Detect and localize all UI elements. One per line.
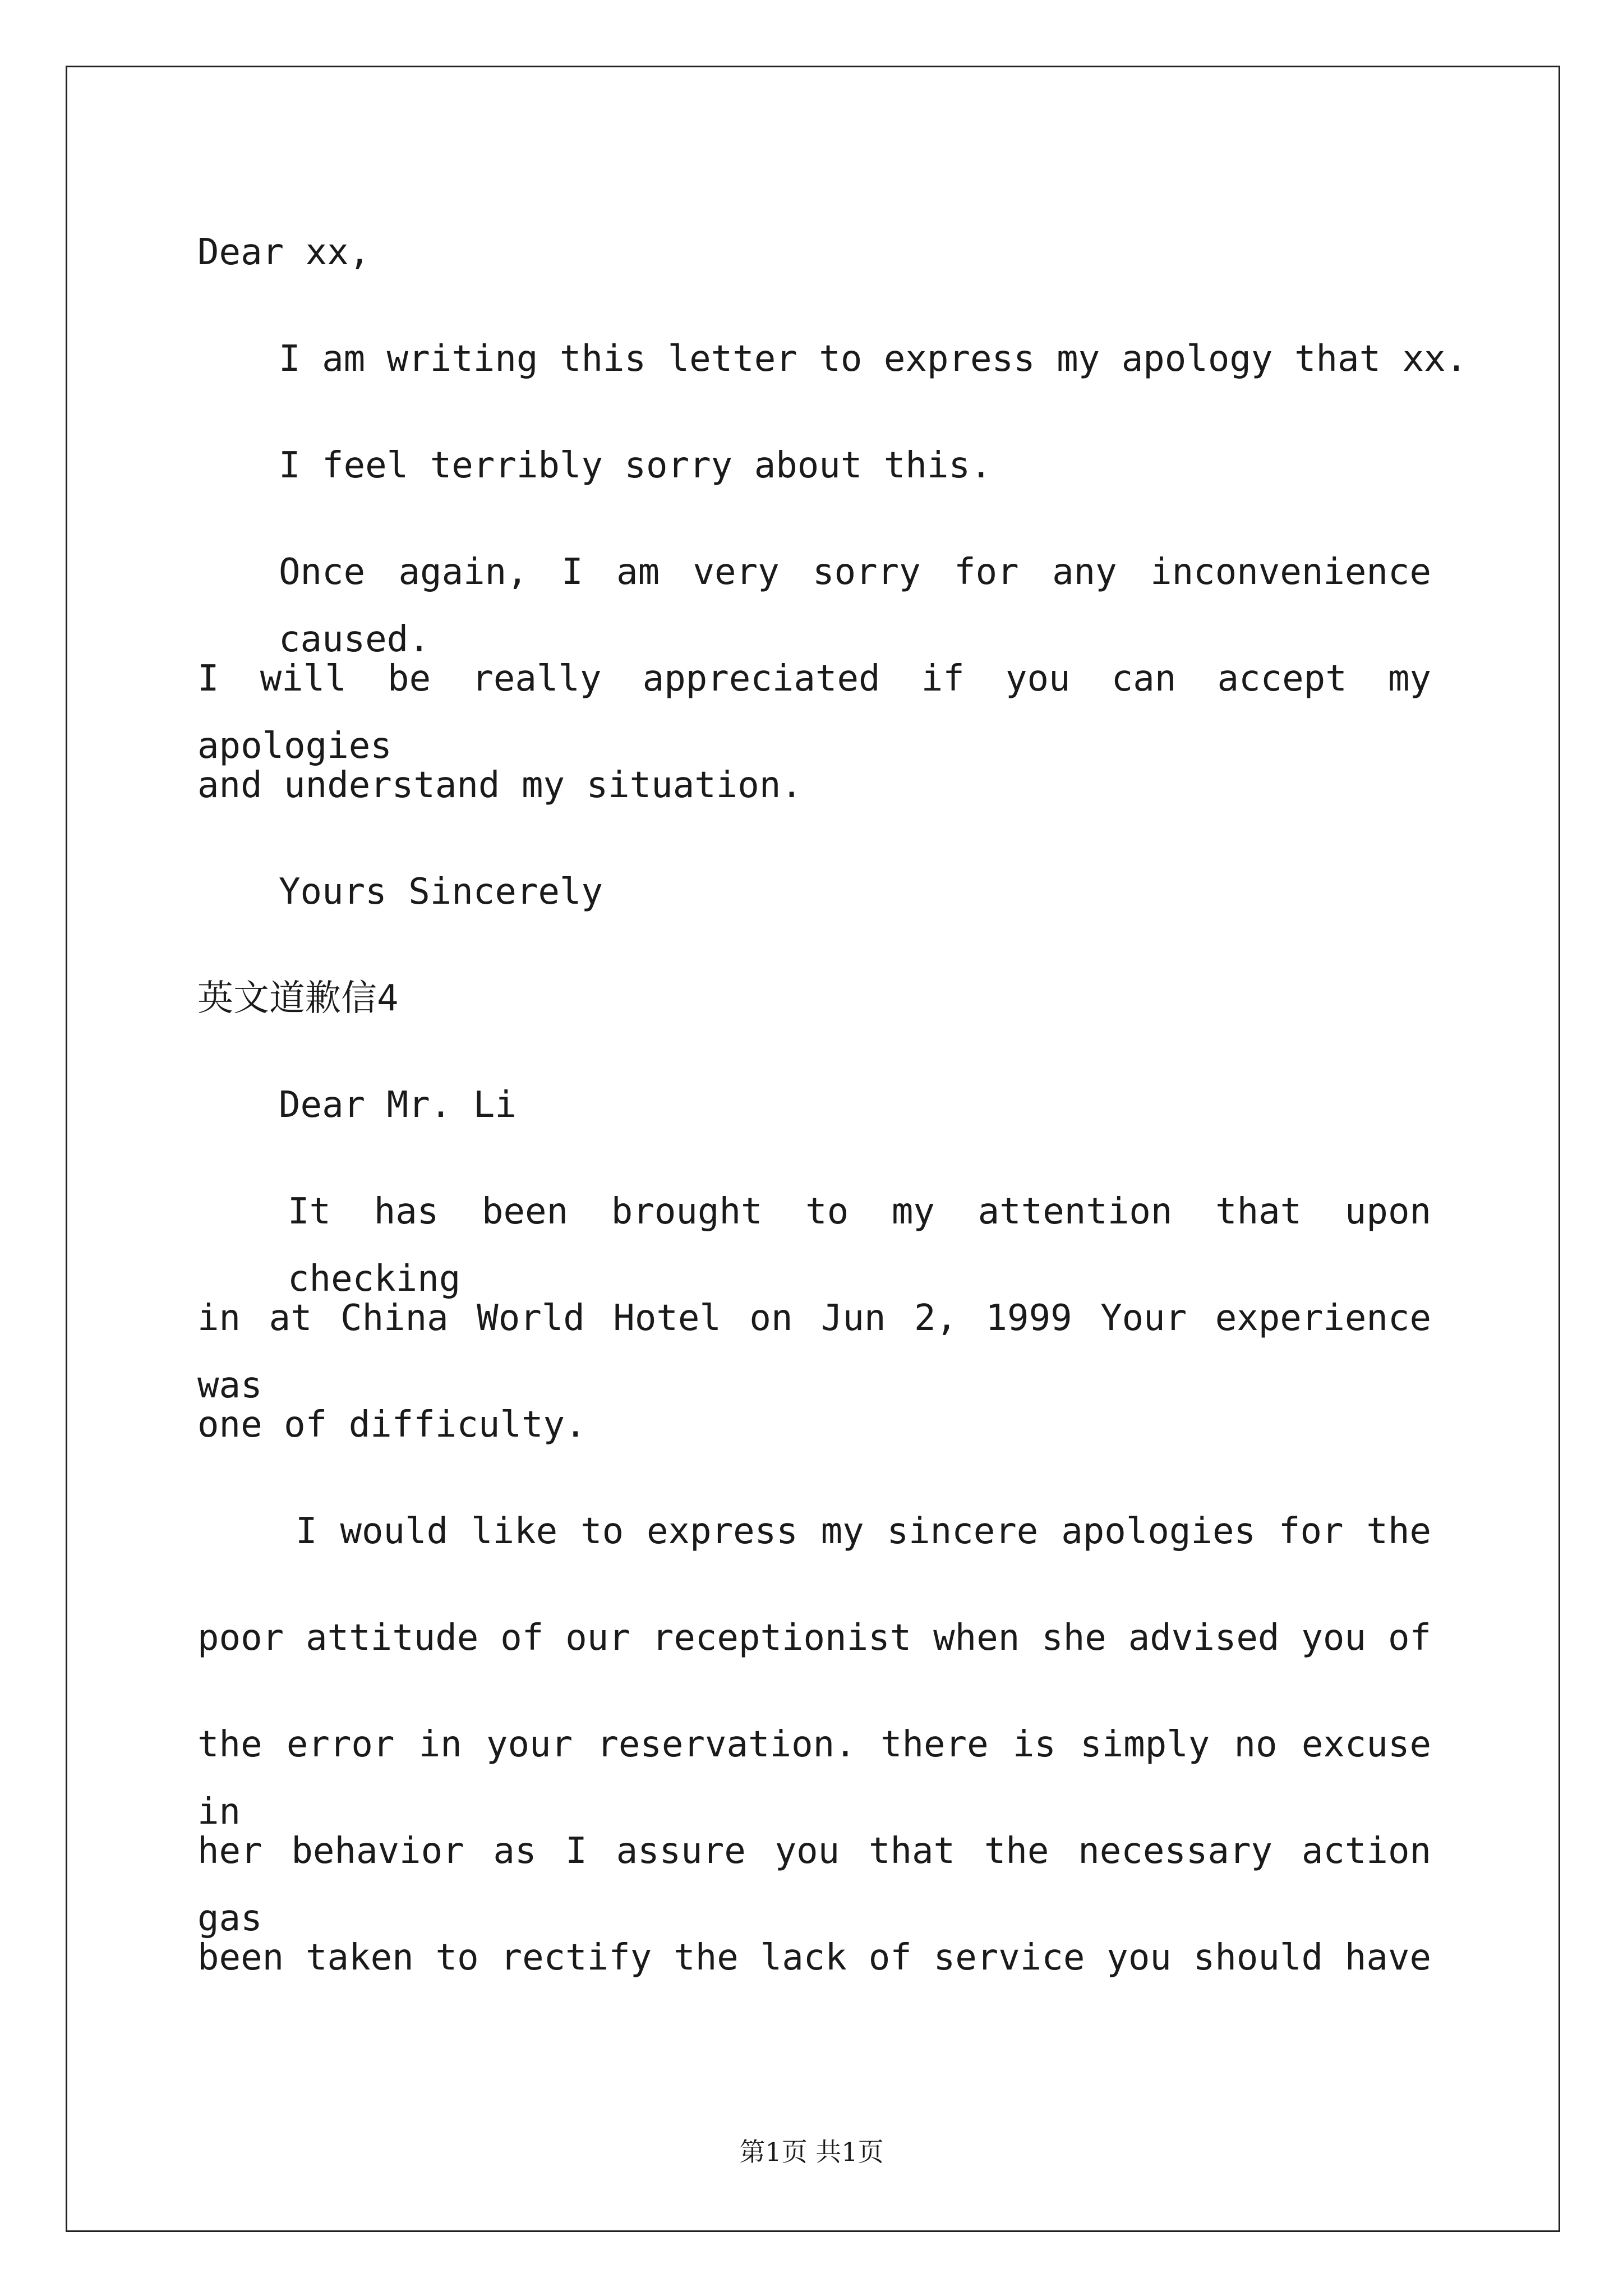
body-line: the error in your reservation. there is simply no excuse in [197,1724,1431,1833]
body-line: poor attitude of our receptionist when she advised you of [197,1617,1431,1659]
body-line: I am writing this letter to express my apology that xx. [279,338,1468,380]
body-line: I will be really appreciated if you can accept my apologies [197,658,1431,767]
body-line: her behavior as I assure you that the necessary action gas [197,1830,1431,1939]
page-number-footer: 第1页 共1页 [739,2137,884,2167]
closing: Yours Sincerely [279,871,603,913]
salutation: Dear Mr. Li [279,1084,517,1126]
body-line: and understand my situation. [197,765,803,806]
body-line: one of difficulty. [197,1404,587,1446]
body-line: Once again, I am very sorry for any inconvenience caused. [279,551,1431,660]
body-line: been taken to rectify the lack of service you should have [197,1937,1431,1978]
body-line: I would like to express my sincere apologies for the [296,1511,1431,1552]
body-line: in at China World Hotel on Jun 2, 1999 Your experience was [197,1297,1431,1406]
salutation: Dear xx, [197,232,371,273]
body-line: It has been brought to my attention that upon checking [288,1191,1431,1300]
section-heading: 英文道歉信4 [197,978,399,1019]
body-line: I feel terribly sorry about this. [279,445,992,486]
